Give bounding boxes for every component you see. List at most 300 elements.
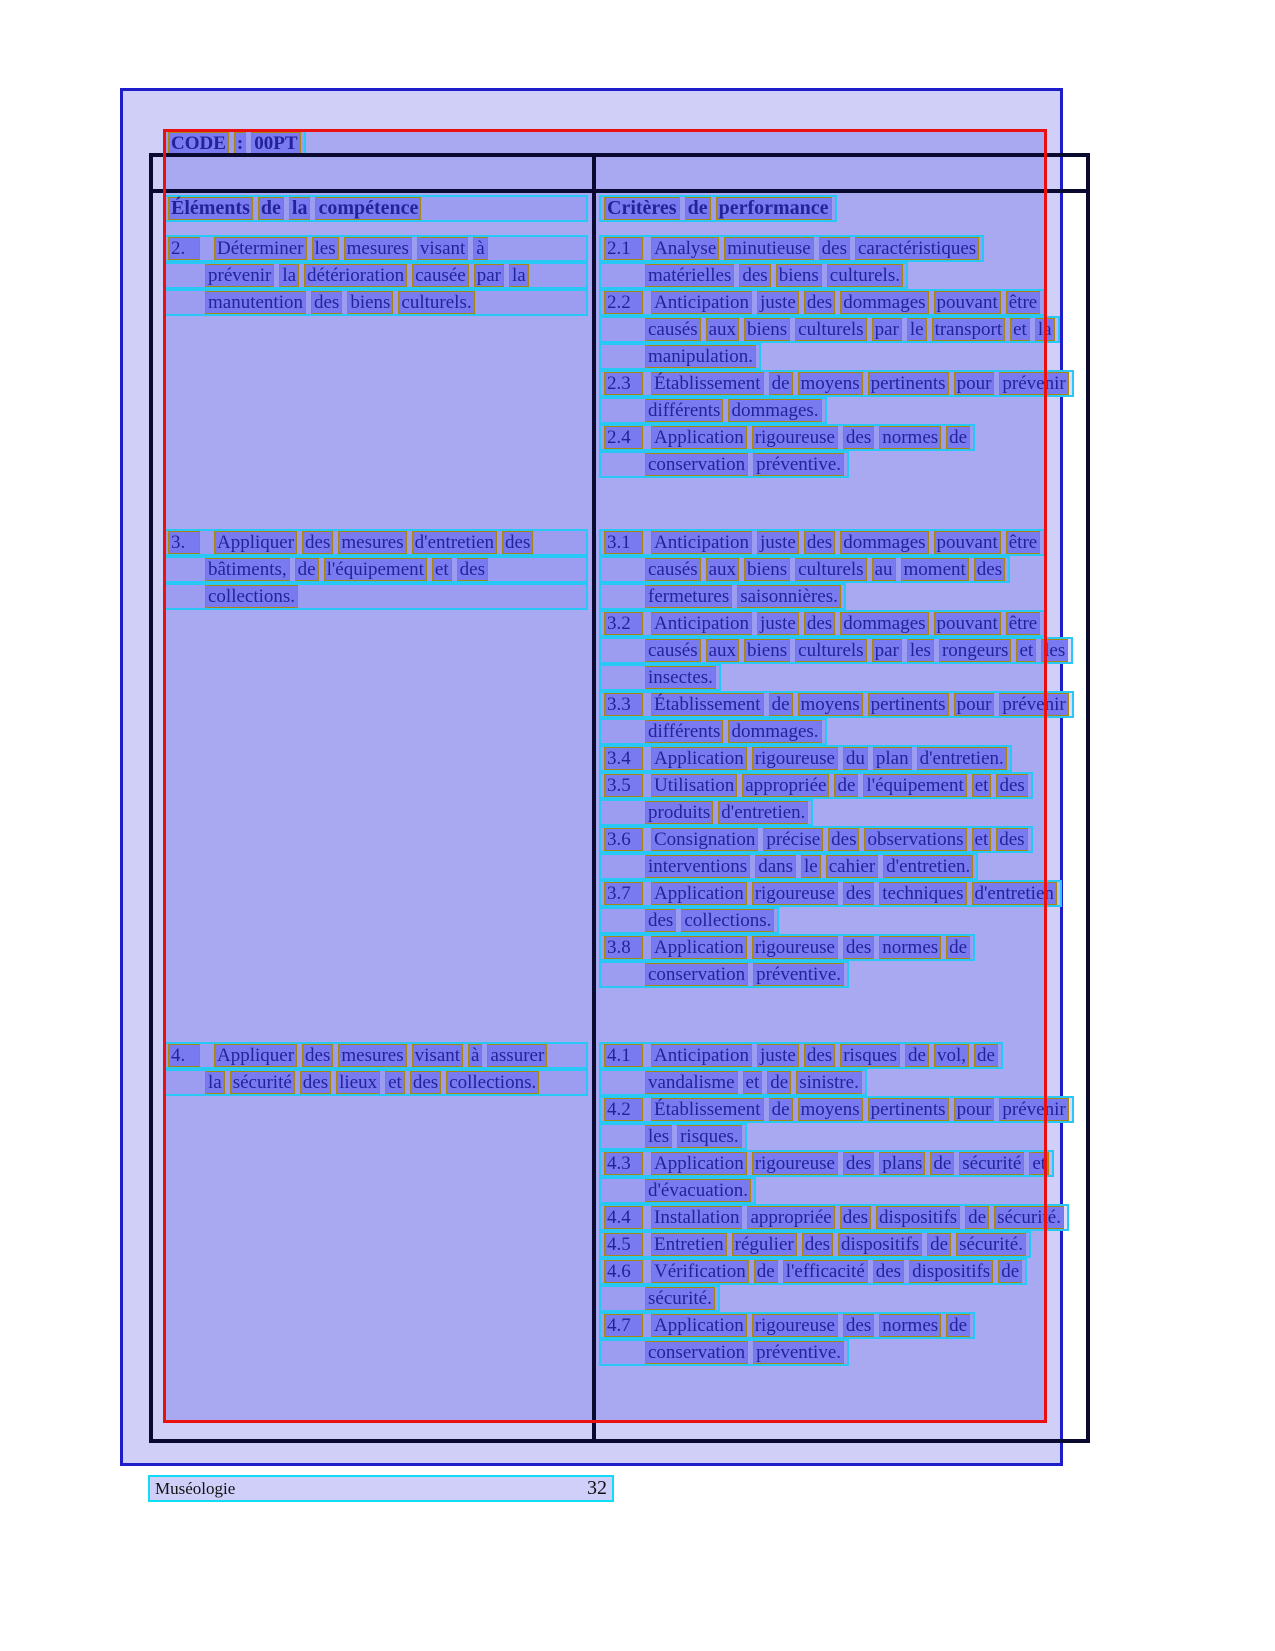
word-box: de [769, 372, 793, 395]
item-number: 4.2 [604, 1098, 643, 1121]
word-box: : [234, 132, 246, 155]
ocr-line [599, 691, 1074, 718]
word-box: sinistre. [796, 1071, 862, 1094]
word-box: aux [706, 318, 739, 341]
word-box: des [739, 264, 770, 287]
word-box: des [302, 1044, 333, 1067]
word-box: visant [412, 1044, 463, 1067]
item-number: 4.7 [604, 1314, 643, 1337]
ocr-line [599, 370, 1074, 397]
word-box: différents [645, 399, 723, 422]
word-box: Anticipation [651, 291, 752, 314]
word-box: risques. [677, 1125, 742, 1148]
word-box: Anticipation [651, 531, 752, 554]
line-text [651, 747, 1007, 770]
word-box: des [804, 291, 835, 314]
word-box: la [289, 197, 311, 220]
word-box: Consignation [651, 828, 758, 851]
word-box: interventions [645, 855, 750, 878]
word-box: des [804, 531, 835, 554]
word-box: Établissement [651, 372, 764, 395]
line-text [651, 1044, 998, 1067]
word-box: collections. [681, 909, 774, 932]
word-box: de [946, 426, 970, 449]
word-box: culturels [795, 639, 866, 662]
word-box: mesures [338, 531, 406, 554]
word-box: du [843, 747, 868, 770]
ocr-line [599, 424, 975, 451]
ocr-line [599, 1285, 720, 1312]
line-text [645, 345, 756, 368]
word-box: Appliquer [214, 531, 297, 554]
item-number: 3.3 [604, 693, 643, 716]
line-text [645, 585, 841, 608]
word-box: vol, [934, 1044, 969, 1067]
word-box: biens [744, 639, 790, 662]
word-box: de [946, 936, 970, 959]
word-box: détérioration [304, 264, 407, 287]
word-box: appropriée [742, 774, 829, 797]
word-box: et [1016, 639, 1036, 662]
header-cell-criteria [599, 195, 837, 222]
ocr-line [163, 1069, 588, 1096]
page-footer [148, 1475, 614, 1502]
word-box: des [843, 1152, 874, 1175]
word-box: les [907, 639, 934, 662]
word-box: juste [757, 291, 799, 314]
ocr-line [599, 1204, 1069, 1231]
word-box: juste [757, 612, 799, 635]
word-box: sécurité. [645, 1287, 715, 1310]
word-box: rigoureuse [752, 936, 838, 959]
word-box: de [769, 693, 793, 716]
word-box: pertinents [868, 693, 949, 716]
word-box: et [1029, 1152, 1049, 1175]
word-box: plan [873, 747, 912, 770]
word-box: de [998, 1260, 1022, 1283]
element-cell [163, 235, 588, 316]
item-number: 3.7 [604, 882, 643, 905]
line-text [645, 1287, 715, 1310]
word-box: des [828, 828, 859, 851]
code-label-box [163, 130, 306, 156]
word-box: Application [651, 426, 747, 449]
word-box: normes [879, 426, 941, 449]
line-text [205, 291, 475, 314]
word-box: minutieuse [724, 237, 813, 260]
word-box: l'équipement [324, 558, 427, 581]
ocr-line [599, 961, 849, 988]
ocr-line [599, 343, 761, 370]
word-box: d'entretien [412, 531, 497, 554]
word-box: les [1041, 639, 1068, 662]
word-box: d'entretien. [917, 747, 1007, 770]
line-text [651, 828, 1028, 851]
word-box: des [974, 558, 1005, 581]
word-box: culturels. [827, 264, 903, 287]
line-text [651, 237, 979, 260]
line-text [645, 318, 1055, 341]
word-box: la [205, 1071, 225, 1094]
word-box: des [996, 774, 1027, 797]
ocr-line [599, 664, 721, 691]
criteria-cell [599, 1042, 1074, 1366]
ocr-line [163, 556, 588, 583]
word-box: pour [954, 693, 995, 716]
ocr-line [599, 637, 1073, 664]
word-box: lieux [336, 1071, 380, 1094]
word-box: et [385, 1071, 405, 1094]
word-box: Appliquer [214, 1044, 297, 1067]
word-box: de [769, 1098, 793, 1121]
word-box: de [927, 1233, 951, 1256]
word-box: d'entretien [972, 882, 1057, 905]
ocr-line [599, 745, 1012, 772]
word-box: pouvant [934, 612, 1001, 635]
word-box: être [1006, 612, 1040, 635]
line-text [645, 855, 973, 878]
word-box: prévenir [999, 1098, 1068, 1121]
item-number: 3.8 [604, 936, 643, 959]
ocr-line [163, 262, 588, 289]
ocr-line [599, 1312, 975, 1339]
word-box: rigoureuse [752, 882, 838, 905]
ocr-line [599, 934, 975, 961]
word-box: et [972, 828, 992, 851]
ocr-line [599, 235, 984, 262]
footer-document-title: Muséologie [155, 1478, 236, 1498]
word-box: matérielles [645, 264, 734, 287]
word-box: mesures [338, 1044, 406, 1067]
word-box: risques [840, 1044, 900, 1067]
ocr-line [599, 772, 1033, 799]
word-box: des [645, 909, 676, 932]
word-box: l'efficacité [783, 1260, 868, 1283]
line-text [645, 1071, 862, 1094]
word-box: Déterminer [214, 237, 307, 260]
word-box: Établissement [651, 693, 764, 716]
word-box: biens [776, 264, 822, 287]
word-box: des [502, 531, 533, 554]
word-box: et [1010, 318, 1030, 341]
word-box: des [819, 237, 850, 260]
line-text [651, 1314, 970, 1337]
ocr-line [599, 397, 827, 424]
word-box: biens [347, 291, 393, 314]
word-box: dans [755, 855, 796, 878]
line-text [651, 936, 970, 959]
word-box: causés [645, 558, 701, 581]
word-box: à [468, 1044, 482, 1067]
word-box: dispositifs [909, 1260, 993, 1283]
word-box: des [843, 936, 874, 959]
line-text [651, 1233, 1026, 1256]
item-number: 2.2 [604, 291, 643, 314]
word-box: transport [932, 318, 1006, 341]
word-box: de [767, 1071, 791, 1094]
word-box: juste [757, 1044, 799, 1067]
word-box: juste [757, 531, 799, 554]
word-box: préventive. [753, 963, 844, 986]
line-text [651, 774, 1028, 797]
word-box: Éléments [168, 197, 253, 220]
ocr-line [599, 1069, 867, 1096]
word-box: d'évacuation. [645, 1179, 751, 1202]
word-box: moment [901, 558, 969, 581]
word-box: dommages. [728, 720, 821, 743]
item-number: 2. [168, 237, 200, 260]
line-text [214, 1044, 547, 1067]
line-text [651, 291, 1040, 314]
line-text [645, 399, 822, 422]
word-box: Application [651, 936, 747, 959]
word-box: de [946, 1314, 970, 1337]
word-box: compétence [315, 197, 421, 220]
word-box: les [645, 1125, 672, 1148]
code-label [168, 132, 301, 155]
word-box: Établissement [651, 1098, 764, 1121]
word-box: rigoureuse [752, 747, 838, 770]
word-box: cahier [826, 855, 878, 878]
word-box: par [872, 318, 902, 341]
line-text [645, 666, 716, 689]
item-number: 4.3 [604, 1152, 643, 1175]
word-box: des [802, 1233, 833, 1256]
word-box: de [754, 1260, 778, 1283]
word-box: par [872, 639, 902, 662]
line-text [651, 693, 1069, 716]
line-text [645, 801, 808, 824]
line-text [645, 1179, 751, 1202]
line-text [205, 585, 298, 608]
word-box: par [474, 264, 504, 287]
word-box: sécurité. [994, 1206, 1064, 1229]
word-box: dommages. [728, 399, 821, 422]
word-box: Application [651, 747, 747, 770]
word-box: de [965, 1206, 989, 1229]
word-box: Application [651, 882, 747, 905]
word-box: et [972, 774, 992, 797]
word-box: de [834, 774, 858, 797]
ocr-line [599, 1258, 1027, 1285]
word-box: bâtiments, [205, 558, 290, 581]
word-box: Utilisation [651, 774, 737, 797]
item-number: 3.5 [604, 774, 643, 797]
word-box: aux [706, 558, 739, 581]
word-box: normes [879, 1314, 941, 1337]
ocr-line [163, 289, 588, 316]
item-number: 3.6 [604, 828, 643, 851]
line-text [205, 264, 529, 287]
criteria-cell [599, 529, 1074, 988]
header-criteria-label [604, 197, 832, 220]
line-text [645, 558, 1005, 581]
item-number: 4.1 [604, 1044, 643, 1067]
word-box: plans [879, 1152, 925, 1175]
word-box: des [804, 1044, 835, 1067]
word-box: produits [645, 801, 713, 824]
word-box: les [312, 237, 339, 260]
word-box: causés [645, 639, 701, 662]
ocr-line [599, 718, 827, 745]
line-text [651, 1098, 1069, 1121]
word-box: des [410, 1071, 441, 1094]
ocr-line [599, 1177, 756, 1204]
word-box: différents [645, 720, 723, 743]
ocr-line [599, 1042, 1003, 1069]
word-box: préventive. [753, 1341, 844, 1364]
word-box: des [302, 531, 333, 554]
word-box: Installation [651, 1206, 742, 1229]
word-box: régulier [732, 1233, 797, 1256]
word-box: l'équipement [863, 774, 966, 797]
word-box: pertinents [868, 372, 949, 395]
word-box: prévenir [999, 372, 1068, 395]
ocr-line [599, 1096, 1074, 1123]
word-box: conservation [645, 1341, 748, 1364]
line-text [214, 531, 533, 554]
word-box: à [473, 237, 487, 260]
word-box: des [311, 291, 342, 314]
item-number: 4. [168, 1044, 200, 1067]
ocr-line [163, 529, 588, 556]
ocr-line [599, 1231, 1031, 1258]
word-box: Analyse [651, 237, 719, 260]
word-box: Anticipation [651, 1044, 752, 1067]
word-box: moyens [798, 693, 863, 716]
word-box: le [907, 318, 927, 341]
header-cell-elements [163, 195, 588, 222]
word-box: de [905, 1044, 929, 1067]
item-number: 3.2 [604, 612, 643, 635]
word-box: aux [706, 639, 739, 662]
word-box: de [258, 197, 284, 220]
word-box: des [843, 426, 874, 449]
ocr-line [599, 529, 1045, 556]
word-box: sécurité [230, 1071, 295, 1094]
word-box: de [295, 558, 319, 581]
line-text [651, 612, 1040, 635]
word-box: de [685, 197, 711, 220]
word-box: être [1006, 531, 1040, 554]
word-box: causée [412, 264, 469, 287]
ocr-line [599, 880, 1062, 907]
word-box: performance [716, 197, 832, 220]
word-box: prévenir [999, 693, 1068, 716]
ocr-line [599, 826, 1033, 853]
ocr-line [599, 853, 978, 880]
word-box: de [930, 1152, 954, 1175]
line-text [651, 1152, 1049, 1175]
word-box: prévenir [205, 264, 274, 287]
ocr-line [599, 1150, 1054, 1177]
ocr-line [599, 316, 1060, 343]
word-box: être [1006, 291, 1040, 314]
ocr-line [599, 799, 813, 826]
word-box: culturels. [398, 291, 474, 314]
word-box: collections. [446, 1071, 539, 1094]
word-box: et [432, 558, 452, 581]
line-text [645, 909, 774, 932]
ocr-line [599, 1339, 849, 1366]
word-box: des [996, 828, 1027, 851]
word-box: assurer [487, 1044, 547, 1067]
line-text [651, 372, 1069, 395]
word-box: sécurité [959, 1152, 1024, 1175]
competency-table [149, 153, 1090, 1443]
element-cell [163, 529, 588, 610]
line-text [645, 963, 844, 986]
word-box: la [509, 264, 529, 287]
word-box: observations [864, 828, 966, 851]
word-box: rigoureuse [752, 1314, 838, 1337]
word-box: et [743, 1071, 763, 1094]
word-box: Application [651, 1152, 747, 1175]
word-box: techniques [879, 882, 966, 905]
footer-page-number: 32 [587, 1477, 607, 1499]
word-box: pertinents [868, 1098, 949, 1121]
word-box: préventive. [753, 453, 844, 476]
line-text [651, 426, 970, 449]
word-box: manutention [205, 291, 306, 314]
word-box: rongeurs [939, 639, 1011, 662]
ocr-line [599, 907, 779, 934]
line-text [645, 639, 1068, 662]
ocr-line [163, 583, 588, 610]
word-box: vandalisme [645, 1071, 738, 1094]
ocr-line [599, 583, 846, 610]
item-number: 3.1 [604, 531, 643, 554]
word-box: dommages [840, 612, 928, 635]
word-box: des [300, 1071, 331, 1094]
word-box: d'entretien. [718, 801, 808, 824]
word-box: appropriée [747, 1206, 834, 1229]
line-text [645, 720, 822, 743]
ocr-line [163, 235, 588, 262]
ocr-line [599, 610, 1045, 637]
ocr-line [599, 262, 908, 289]
word-box: CODE [168, 132, 229, 155]
word-box: biens [744, 318, 790, 341]
element-cell [163, 1042, 588, 1096]
word-box: de [974, 1044, 998, 1067]
word-box: causés [645, 318, 701, 341]
word-box: au [872, 558, 896, 581]
word-box: Vérification [651, 1260, 749, 1283]
word-box: le [801, 855, 821, 878]
word-box: pour [954, 372, 995, 395]
item-number: 3.4 [604, 747, 643, 770]
item-number: 4.4 [604, 1206, 643, 1229]
word-box: Critères [604, 197, 680, 220]
word-box: normes [879, 936, 941, 959]
word-box: conservation [645, 453, 748, 476]
line-text [205, 1071, 539, 1094]
line-text [651, 1260, 1022, 1283]
line-text [651, 531, 1040, 554]
item-number: 4.6 [604, 1260, 643, 1283]
item-number: 2.1 [604, 237, 643, 260]
word-box: des [873, 1260, 904, 1283]
word-box: dommages [840, 291, 928, 314]
word-box: pour [954, 1098, 995, 1121]
word-box: dispositifs [838, 1233, 922, 1256]
ocr-line [599, 451, 849, 478]
word-box: des [457, 558, 488, 581]
word-box: sécurité. [956, 1233, 1026, 1256]
word-box: pouvant [934, 291, 1001, 314]
word-box: collections. [205, 585, 298, 608]
